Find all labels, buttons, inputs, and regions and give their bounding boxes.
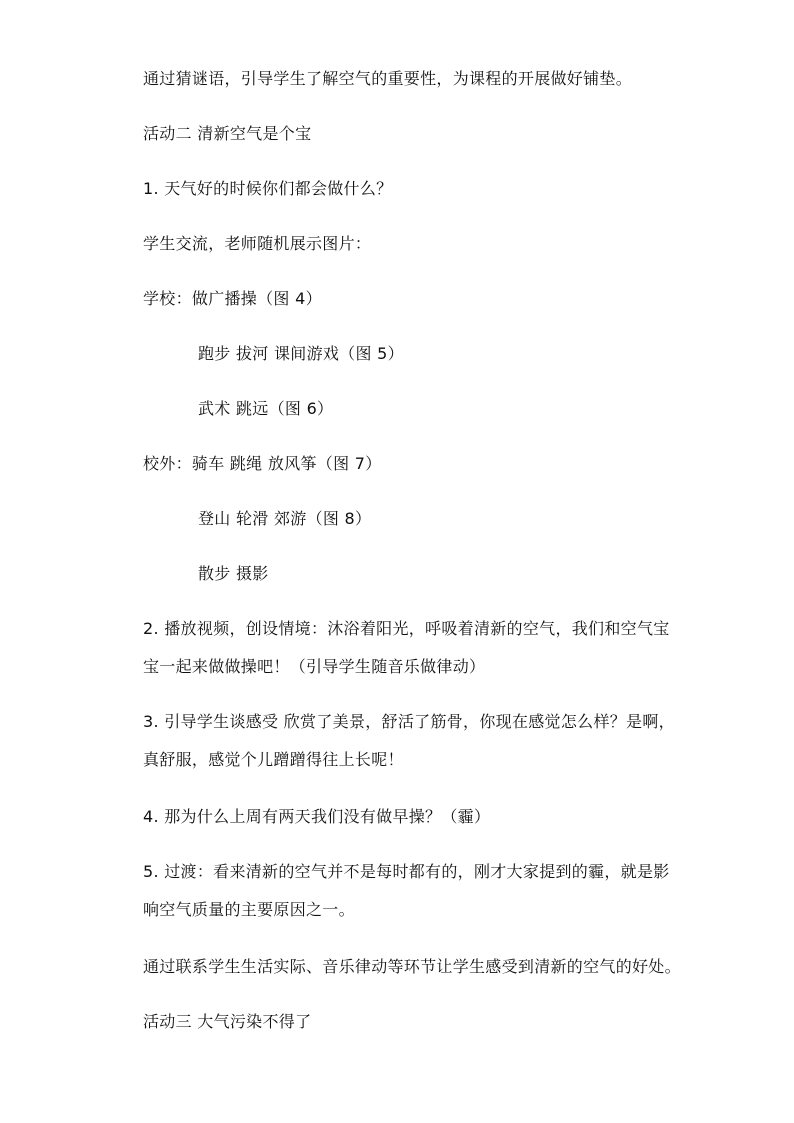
item-2-line-2: 宝一起来做做操吧！（引导学生随音乐做律动） — [143, 657, 486, 676]
outdoor-activities-line-3: 散步 摄影 — [198, 564, 269, 583]
item-2-line-1: 2. 播放视频，创设情境：沐浴着阳光，呼吸着清新的空气，我们和空气宝 — [143, 619, 670, 638]
item-5-line-1: 5. 过渡：看来清新的空气并不是每时都有的，刚才大家提到的霾，就是影 — [143, 862, 670, 881]
item-3-line-1: 3. 引导学生谈感受 欣赏了美景，舒活了筋骨，你现在感觉怎么样？是啊， — [143, 712, 675, 731]
school-activities-line-2: 跑步 拔河 课间游戏（图 5） — [198, 344, 404, 363]
item-5-line-2: 响空气质量的主要原因之一。 — [143, 900, 355, 919]
heading-activity-three: 活动三 大气污染不得了 — [143, 1012, 312, 1031]
heading-activity-two: 活动二 清新空气是个宝 — [143, 124, 312, 143]
item-1-question: 1. 天气好的时候你们都会做什么？ — [143, 179, 393, 198]
outdoor-activities-label: 校外：骑车 跳绳 放风筝（图 7） — [143, 454, 382, 473]
school-activities-line-3: 武术 跳远（图 6） — [198, 399, 334, 418]
school-activities-label: 学校：做广播操（图 4） — [143, 289, 322, 308]
paragraph-activity-summary: 通过联系学生生活实际、音乐律动等环节让学生感受到清新的空气的好处。 — [143, 957, 681, 976]
paragraph-riddle-summary: 通过猜谜语，引导学生了解空气的重要性，为课程的开展做好铺垫。 — [143, 69, 633, 88]
item-3-line-2: 真舒服，感觉个儿蹭蹭得往上长呢！ — [143, 750, 404, 769]
item-4: 4. 那为什么上周有两天我们没有做早操？（霾） — [143, 807, 491, 826]
outdoor-activities-line-2: 登山 轮滑 郊游（图 8） — [198, 509, 372, 528]
paragraph-student-exchange: 学生交流，老师随机展示图片： — [143, 234, 372, 253]
